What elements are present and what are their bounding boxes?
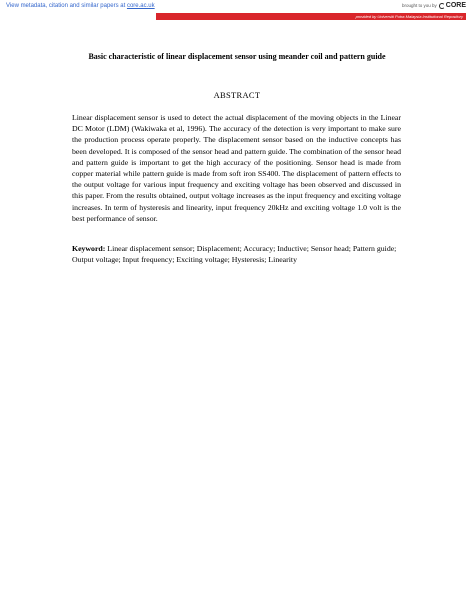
abstract-heading: ABSTRACT bbox=[213, 90, 261, 100]
core-banner bbox=[0, 0, 474, 22]
paper-title: Basic characteristic of linear displacement sensor using meander coil and pattern guide bbox=[88, 52, 386, 61]
keywords-paragraph bbox=[72, 243, 401, 265]
core-ac-uk-link[interactable]: core.ac.uk bbox=[126, 3, 155, 9]
core-logo-icon bbox=[439, 3, 445, 9]
provided-by-bar[interactable]: provided by Universiti Putra Malaysia Institutional Repository bbox=[156, 13, 466, 20]
brought-by-text: brought to you by bbox=[401, 3, 437, 8]
brought-by-core[interactable] bbox=[402, 2, 466, 9]
abstract-body: Linear displacement sensor is used to detect the actual displacement of the moving objects in the Linear DC Motor (LDM) (Wakiwaka et al, 1996). The accuracy of the detection is very important to make sure the production process operate properly. The displacement sensor based on the inductive concepts has been developed. It is composed of the sensor head and pattern guide. The combination of the sensor head and pattern guide is important to get the high accuracy of the positioning. Sensor head is made from copper material while pattern guide is made from soft iron SS400. The displacement of pattern effects to the output voltage for various input frequency and exciting voltage has been observed and discussed in this paper. From the results obtained, output voltage increases as the input frequency and exciting voltage increases. In term of hysteresis and linearity, input frequency 20kHz and exciting voltage 1.0 volt is the best performance of sensor. bbox=[72, 113, 401, 223]
keywords-text: Linear displacement sensor; Displacement; Accuracy; Inductive; Sensor head; Pattern guide; Output voltage; Input frequency; Exciting voltage; Hysteresis; Linearity bbox=[72, 244, 397, 265]
core-metadata-line bbox=[6, 3, 155, 9]
core-metadata-text: View metadata, citation and similar papers at bbox=[6, 3, 127, 9]
core-logo-text: CORE bbox=[445, 2, 466, 9]
keywords-label: Keyword: bbox=[72, 244, 106, 253]
core-logo bbox=[439, 2, 466, 9]
